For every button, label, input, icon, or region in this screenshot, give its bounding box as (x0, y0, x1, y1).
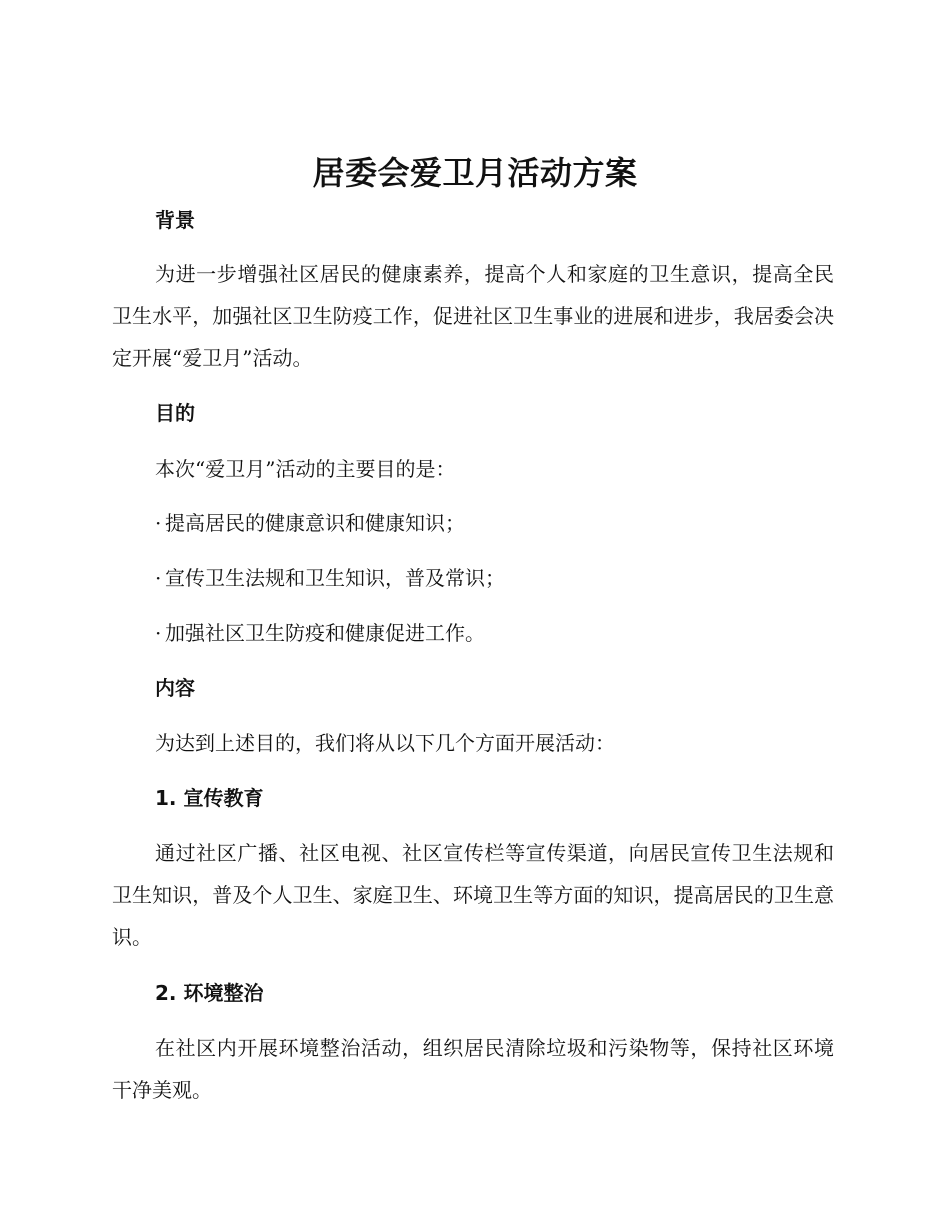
bullet-text: 提高居民的健康意识和健康知识； (165, 511, 465, 535)
purpose-bullet (155, 563, 505, 593)
bullet-dot-icon: · (155, 621, 162, 645)
document-title: 居委会爱卫月活动方案 (312, 154, 638, 192)
bullet-dot-icon: · (155, 566, 162, 590)
content-intro: 为达到上述目的，我们将从以下几个方面开展活动： (155, 731, 615, 755)
purpose-bullet (155, 508, 465, 538)
section-heading-purpose: 目的 (155, 401, 195, 425)
content-item-heading: 2. 环境整治 (155, 981, 264, 1005)
bullet-text: 加强社区卫生防疫和健康促进工作。 (165, 621, 485, 645)
content-item-heading: 1. 宣传教育 (155, 786, 264, 810)
purpose-intro: 本次“爱卫月”活动的主要目的是： (155, 457, 456, 481)
section-heading-background: 背景 (155, 208, 195, 232)
background-paragraph: 为进一步增强社区居民的健康素养，提高个人和家庭的卫生意识，提高全民卫生水平，加强社区卫生防疫工作，促进社区卫生事业的进展和进步，我居委会决定开展“爱卫月”活动。 (112, 262, 834, 370)
bullet-dot-icon: · (155, 511, 162, 535)
content-item-paragraph: 在社区内开展环境整治活动，组织居民清除垃圾和污染物等，保持社区环境干净美观。 (112, 1036, 834, 1102)
section-heading-content: 内容 (155, 676, 195, 700)
purpose-bullet (155, 618, 485, 648)
content-item-paragraph: 通过社区广播、社区电视、社区宣传栏等宣传渠道，向居民宣传卫生法规和卫生知识，普及个人卫生、家庭卫生、环境卫生等方面的知识，提高居民的卫生意识。 (112, 841, 834, 949)
bullet-text: 宣传卫生法规和卫生知识，普及常识； (165, 566, 505, 590)
